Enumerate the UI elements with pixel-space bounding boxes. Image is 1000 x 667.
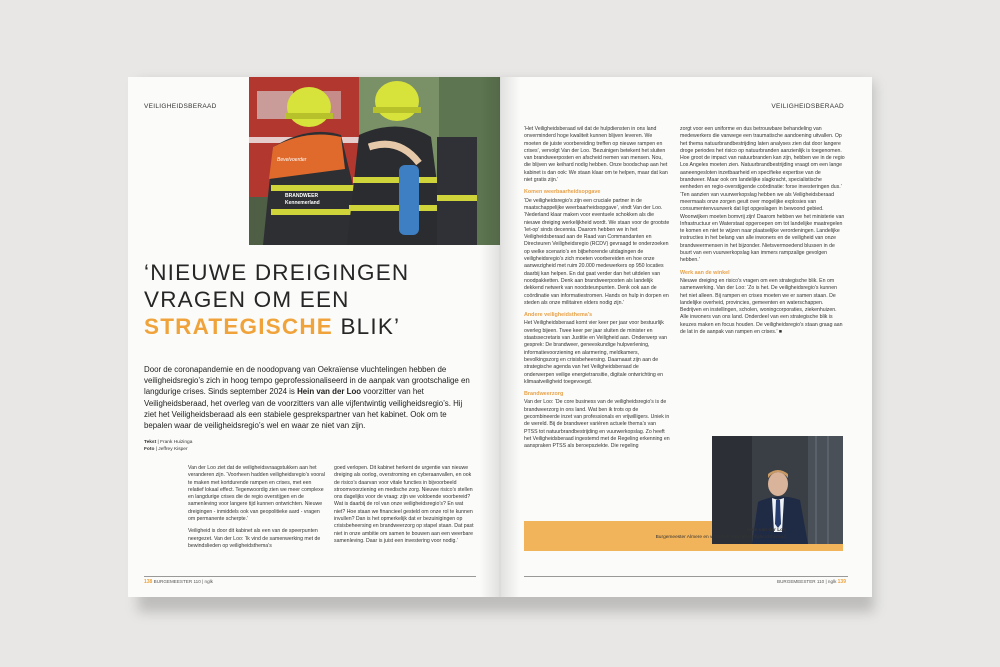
left-page-number: 138 [144, 579, 153, 585]
right-section-label: VEILIGHEIDSBERAAD [771, 103, 844, 110]
jacket-text-region: Kennemerland [285, 200, 320, 206]
headline-accent: STRATEGISCHE [144, 314, 333, 339]
lead-name: Hein van der Loo [297, 387, 362, 397]
credit-photo-value: | Jeffrey Kisper [154, 447, 188, 452]
right-col2-p1: zorgt voor een uniforme en dus betrouwbare behandeling van medewerkers die vanwege een traumatische aandoening uitvallen. Op het thema natuurbrandbestrijding laten analyses zien dat door langere droge periodes het risico op natuurbranden aanzienlijk is toegenomen. Hoe groot de impact van natuurbranden kan zijn, hebben we in de regio Los Angeles moeten zien. Natuurbrandbestrijding vraagt om een lange aaneengesloten inzetbaarheid en specifieke expertise van de brandweer. Maar ook om landelijke slagkracht, specialistische eenheden en regio-overstijgende coördinatie: forse investeringen dus.’ ‘Ten aanzien van vuurwerkopslag hebben we als Veiligheidsberaad meermaals onze zorgen geuit over mogelijke explosies van consumentenvuurwerk dat ligt opgeslagen in bewoond gebied. Woonwijken moeten bomvrij zijn! Daarom hebben we het ministerie van Infrastructuur en Waterstaat opgeroepen om tot landelijke maatregelen te komen en niet te wijzen naar plaatselijke verordeningen. Landelijke instructies in het belang van alle inwoners en de veiligheid van onze brandweermensen in het bijzonder. Nietsvermoedend blussen in de buurt van een vuurwerkopslag kan immers rampzalige gevolgen hebben.’ [680, 126, 845, 264]
right-page [500, 77, 872, 597]
right-col2-subhead1: Werk aan de winkel [680, 269, 730, 276]
section-label: VEILIGHEIDSBERAAD [144, 103, 217, 110]
caption-role: Burgemeester Almere en voorzitter van het Veiligheidsberaad [655, 534, 786, 540]
right-col1-p4: Van der Loo: ‘De core business van de veiligheidsregio’s is de brandweerzorg in ons land. Wat ben ik trots op de gecombineerde inzet van professionals en vrijwilligers. Uniek in de wereld. Bij de brandweer varièren actuele thema’s van PTSS tot natuurbrandbestrijding en vuurwerkopslag. Zo heeft het Veiligheidsberaad ingestemd met de Regeling erkenning en aanspraken PTSS als beroepsziekte. Die regeling [524, 399, 670, 450]
headline-line3-end: BLIK’ [333, 314, 401, 339]
credits [144, 439, 192, 453]
left-col1-p1: Van der Loo ziet dat de veiligheidsvraagstukken aan het veranderen zijn. ‘Voorheen hadden veiligheidsregio’s vooral te maken met kortdurende rampen en crises, met een relatief lokaal effect. Tegenwoordig zien we meer complexe en langdurige crises die de regio overstijgen en de samenleving voor langere tijd kunnen ontwrichten. Nieuwe dreigingen - inmiddels ook van geopolitieke aard - vragen om permanente scherpte.’ [188, 465, 325, 523]
headline [144, 259, 409, 340]
portrait-caption [524, 528, 786, 542]
right-col1-subhead2: Andere veiligheidsthema’s [524, 312, 593, 319]
left-col1-p2: Veiligheid is door dit kabinet als een van de speerpunten neergezet. Van der Loo: ‘Ik vind de samenwerking met de bewindslieden op veiligheidsthema’s [188, 528, 321, 549]
right-page-number: 139 [837, 579, 846, 585]
left-page [128, 77, 500, 597]
left-folio [144, 579, 213, 585]
credit-text-label: Tekst [144, 440, 157, 445]
left-body-col2 [334, 465, 474, 550]
credit-photo-label: Foto [144, 447, 155, 452]
left-footer-rule [144, 576, 476, 577]
right-col2-p2 [680, 278, 845, 336]
right-col1-subhead3: Brandweerzorg [524, 391, 564, 398]
right-col1-p1: ‘Het Veiligheidsberaad wil dat de hulpdiensten in ons land onverminderd hoge kwaliteit kunnen blijven leveren. We moeten de juiste voorbereiding treffen op nieuwe rampen en crises’, vervolgt Van der Loo. ‘Bezuinigen betekent het sluiten van brandweerposten en afscheid nemen van mensen. Nou, die blijven we keihard nodig hebben. Onze boodschap aan het kabinet is dan ook: We staan klaar om te helpen, maar dat kan niet gratis zijn.’ [524, 126, 668, 184]
right-col1-p3: Het Veiligheidsberaad komt vier keer per jaar voor bestuurlijk overleg bijeen. Twee keer per jaar sluiten de minister en staatssecretaris van Justitie en Veiligheid aan. Onderwerp van gesprek: De brandweer, geneeskundige hulpverlening, informatievoorziening en alarmering, meldkamers, bevolkingszorg en crisisbeheersing. Daarnaast zijn aan de strategische agenda van het Veiligheidsberaad de onderwerpen veilige energietransitie, digitale ontwrichting en klimaatveiligheid toegevoegd. [524, 320, 668, 385]
hero-photo-firefighters [249, 77, 500, 245]
right-col1-p2: ‘De veiligheidsregio’s zijn een cruciale partner in de maatschappelijke weerbaarheidsopgave’, vindt Van der Loo. ‘Nederland klaar maken voor eventuele schokken als die nieuwe dreiging werkelijkheid wordt. We staan voor de grootste ‘let-op’ sinds decennia. Daarom hebben we in het Veiligheidsberaad aan de Raad van Commandanten en Directeuren Veiligheidsregio (RCDV) gevraagd te onderzoeken op welke scenario’s en bijbehorende uitdagingen de veiligheidsregio’s zich moeten voorbereiden en hoe onze aanwezigheid met ruim 20.000 medewerkers op 950 locaties daarbij kan helpen. En dat gaat verder dan het uitdelen van noodpakketten. Denk aan brandweerposten als landelijk dekkend netwerk van noodsteunpunten. Denk ook aan de coördinatie van informatiestromen. Hands on hulp in dorpen en steden als onze militairen elders nodig zijn.’ [524, 197, 670, 306]
right-col2-p2-text: Nieuwe dreiging en risico’s vragen om een strategische blik. En om samenwerking. Van der Loo: ‘Zo is het. De veiligheidsregio’s kunnen het niet alleen. Bij rampen en crises moeten we er samen staan. De landelijke overheid, provincies, gemeenten en waterschappen. Bedrijven en instellingen, scholen, woningcorporaties, ziekenhuizen. Alle inwoners van ons land. Onderdeel van een strategische blik is keuzes maken en focus houden. De veiligheidsregio’s staan graag aan de lat in de aanpak van rampen en crises.’ [680, 277, 843, 336]
lead-part2: voorzitter van het Veiligheidsberaad, het overleg van de voorzitters van alle vijfentwintig veiligheidsregio’s. Hij ziet het Veiligheidsberaad als een stabiele gesprekspartner van het kabinet. Ook om te bepalen waar de veiligheidsregio’s wel en waar ze niet van zijn. [144, 387, 463, 431]
left-body-col1 [188, 465, 326, 555]
credit-text-value: | Frank Huizinga [156, 440, 193, 445]
left-col2-p1: goed verlopen. Dit kabinet herkent de urgentie van nieuwe dreiging als oorlog, overstroming en cyberaanvallen, en ook de risico’s daarvan voor vitale functies in bijvoorbeeld stroomvoorziening en medische zorg. Nieuwe risico’s stellen ons dagelijks voor de vraag: zijn we voldoende voorbereid? Wat is daarbij de rol van onze veiligheidsregio’s? En wat niet? Hoe staan we financieel gesteld om onze rol te kunnen invullen? Dan is het opmerkelijk dat er bezuinigingen op crisisbeheersing en brandweerzorg op stapel staan. Dat past niet in onze ambitie om samen te bouwen aan een weerbare samenleving. Daar is juist een investering voor nodig.’ [334, 465, 474, 544]
jacket-text-rank: Bevelvoerder [277, 157, 307, 163]
lead-paragraph [144, 364, 474, 431]
caption-name: Hein van der Loo [747, 528, 786, 533]
left-folio-text: BURGEMEESTER 110 | nglk [153, 579, 213, 584]
right-folio-text: BURGEMEESTER 110 | nglk [777, 579, 837, 584]
headline-line1: ‘NIEUWE DREIGINGEN [144, 260, 410, 285]
headline-line2: VRAGEN OM EEN [144, 287, 350, 312]
jacket-text-brandweer: BRANDWEER [285, 193, 319, 199]
lead-part1: Door de coronapandemie en de noodopvang van Oekraïense vluchtelingen hebben de veiligheidsregio’s zich in hoog tempo geprofessionaliseerd in de aanpak van grootschalige en langdurige crises. Sinds september 2024 is [144, 365, 470, 397]
right-col1-subhead1: Komen weerbaarheidsopgave [524, 189, 601, 196]
right-body-col2 [680, 126, 845, 341]
right-footer-rule [524, 576, 848, 577]
right-folio [777, 579, 846, 585]
right-body-col1 [524, 126, 670, 455]
end-mark: ■ [778, 329, 782, 336]
